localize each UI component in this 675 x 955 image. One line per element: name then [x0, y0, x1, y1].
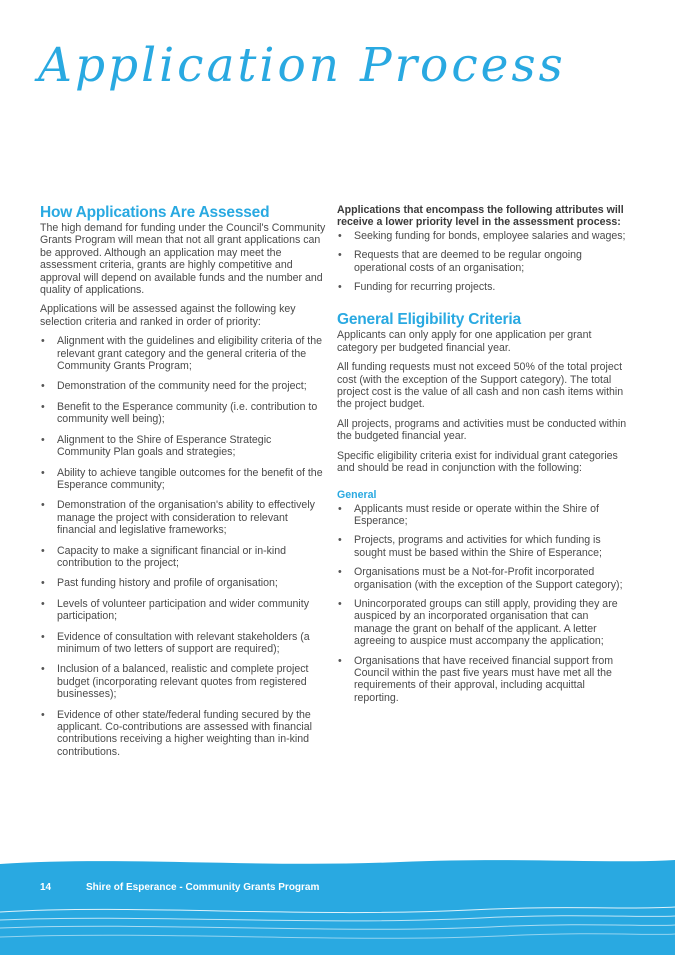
left-column: [40, 204, 326, 766]
list-item: • Funding for recurring projects.: [337, 281, 627, 293]
list-item: • Ability to achieve tangible outcomes for the benefit of the Esperance community;: [40, 467, 326, 492]
list-item: • Inclusion of a balanced, realistic and complete project budget (incorporating relevant quotes from registered businesses);: [40, 663, 326, 700]
eligibility-paragraph: Applicants can only apply for one application per grant category per budgeted financial year.: [337, 329, 592, 354]
list-item: • Organisations must be a Not-for-Profit incorporated organisation (with the exception of the Support category);: [337, 566, 627, 591]
general-list: [337, 503, 627, 705]
list-item: • Alignment with the guidelines and eligibility criteria of the relevant grant category and the general criteria of the Community Grants Program;: [40, 335, 326, 372]
list-item: • Past funding history and profile of organisation;: [40, 577, 326, 589]
list-item: • Seeking funding for bonds, employee salaries and wages;: [337, 230, 627, 242]
page-title: Application Process: [38, 38, 566, 93]
general-heading: General: [337, 488, 377, 501]
list-item: • Organisations that have received financial support from Council within the past five years must have met all the requirements of their approval, including acquittal reporting.: [337, 655, 627, 705]
list-item: • Projects, programs and activities for which funding is sought must be based within the Shire of Esperance;: [337, 534, 627, 559]
list-item: • Unincorporated groups can still apply, providing they are auspiced by an incorporated organisation that can manage the grant on behalf of the applicant. A letter agreeing to auspice must accompany the application;: [337, 598, 627, 648]
criteria-intro: Applications will be assessed against the following key selection criteria and ranked in order of priority:: [40, 303, 296, 328]
page-number: 14: [40, 882, 52, 893]
list-item: • Alignment to the Shire of Esperance Strategic Community Plan goals and strategies;: [40, 434, 326, 459]
list-item: • Requests that are deemed to be regular ongoing operational costs of an organisation;: [337, 249, 627, 274]
lower-priority-intro: Applications that encompass the following attributes will receive a lower priority level in the assessment process:: [337, 204, 624, 229]
eligibility-heading: General Eligibility Criteria: [337, 311, 521, 329]
list-item: • Evidence of consultation with relevant stakeholders (a minimum of two letters of support are required);: [40, 631, 326, 656]
list-item: • Evidence of other state/federal funding secured by the applicant. Co-contributions are assessed with financial contributions receiving a higher weighting than in-kind contributions.: [40, 709, 326, 759]
wave-graphic: [0, 858, 675, 955]
list-item: • Applicants must reside or operate within the Shire of Esperance;: [337, 503, 627, 528]
list-item: • Demonstration of the community need for the project;: [40, 380, 326, 392]
eligibility-paragraph: All funding requests must not exceed 50% of the total project cost (with the exception of the Support category). The total project cost is the value of all cash and non cash items within the project budget.: [337, 361, 624, 411]
assessment-heading: How Applications Are Assessed: [40, 204, 270, 221]
assessment-intro: The high demand for funding under the Council's Community Grants Program will mean that not all grant applications can be approved. Although an application may meet the assessment criteria, grants are highly competitive and approval will depend on available funds and the number and quality of applications.: [40, 222, 326, 297]
eligibility-paragraph: All projects, programs and activities must be conducted within the budgeted financial year.: [337, 417, 627, 443]
list-item: • Levels of volunteer participation and wider community participation;: [40, 598, 326, 623]
list-item: • Benefit to the Esperance community (i.e. contribution to community well being);: [40, 401, 326, 426]
criteria-list: [40, 335, 326, 758]
lower-priority-list: [337, 230, 627, 294]
right-column: [337, 204, 627, 711]
list-item: • Capacity to make a significant financial or in-kind contribution to the project;: [40, 545, 326, 570]
footer-label: Shire of Esperance - Community Grants Program: [86, 882, 320, 893]
footer-wave-band: [0, 858, 675, 955]
eligibility-paragraph: Specific eligibility criteria exist for individual grant categories and should be read in conjunction with the following:: [337, 449, 618, 475]
list-item: • Demonstration of the organisation's ability to effectively manage the project with consideration to relevant financial and legislative frameworks;: [40, 499, 326, 536]
